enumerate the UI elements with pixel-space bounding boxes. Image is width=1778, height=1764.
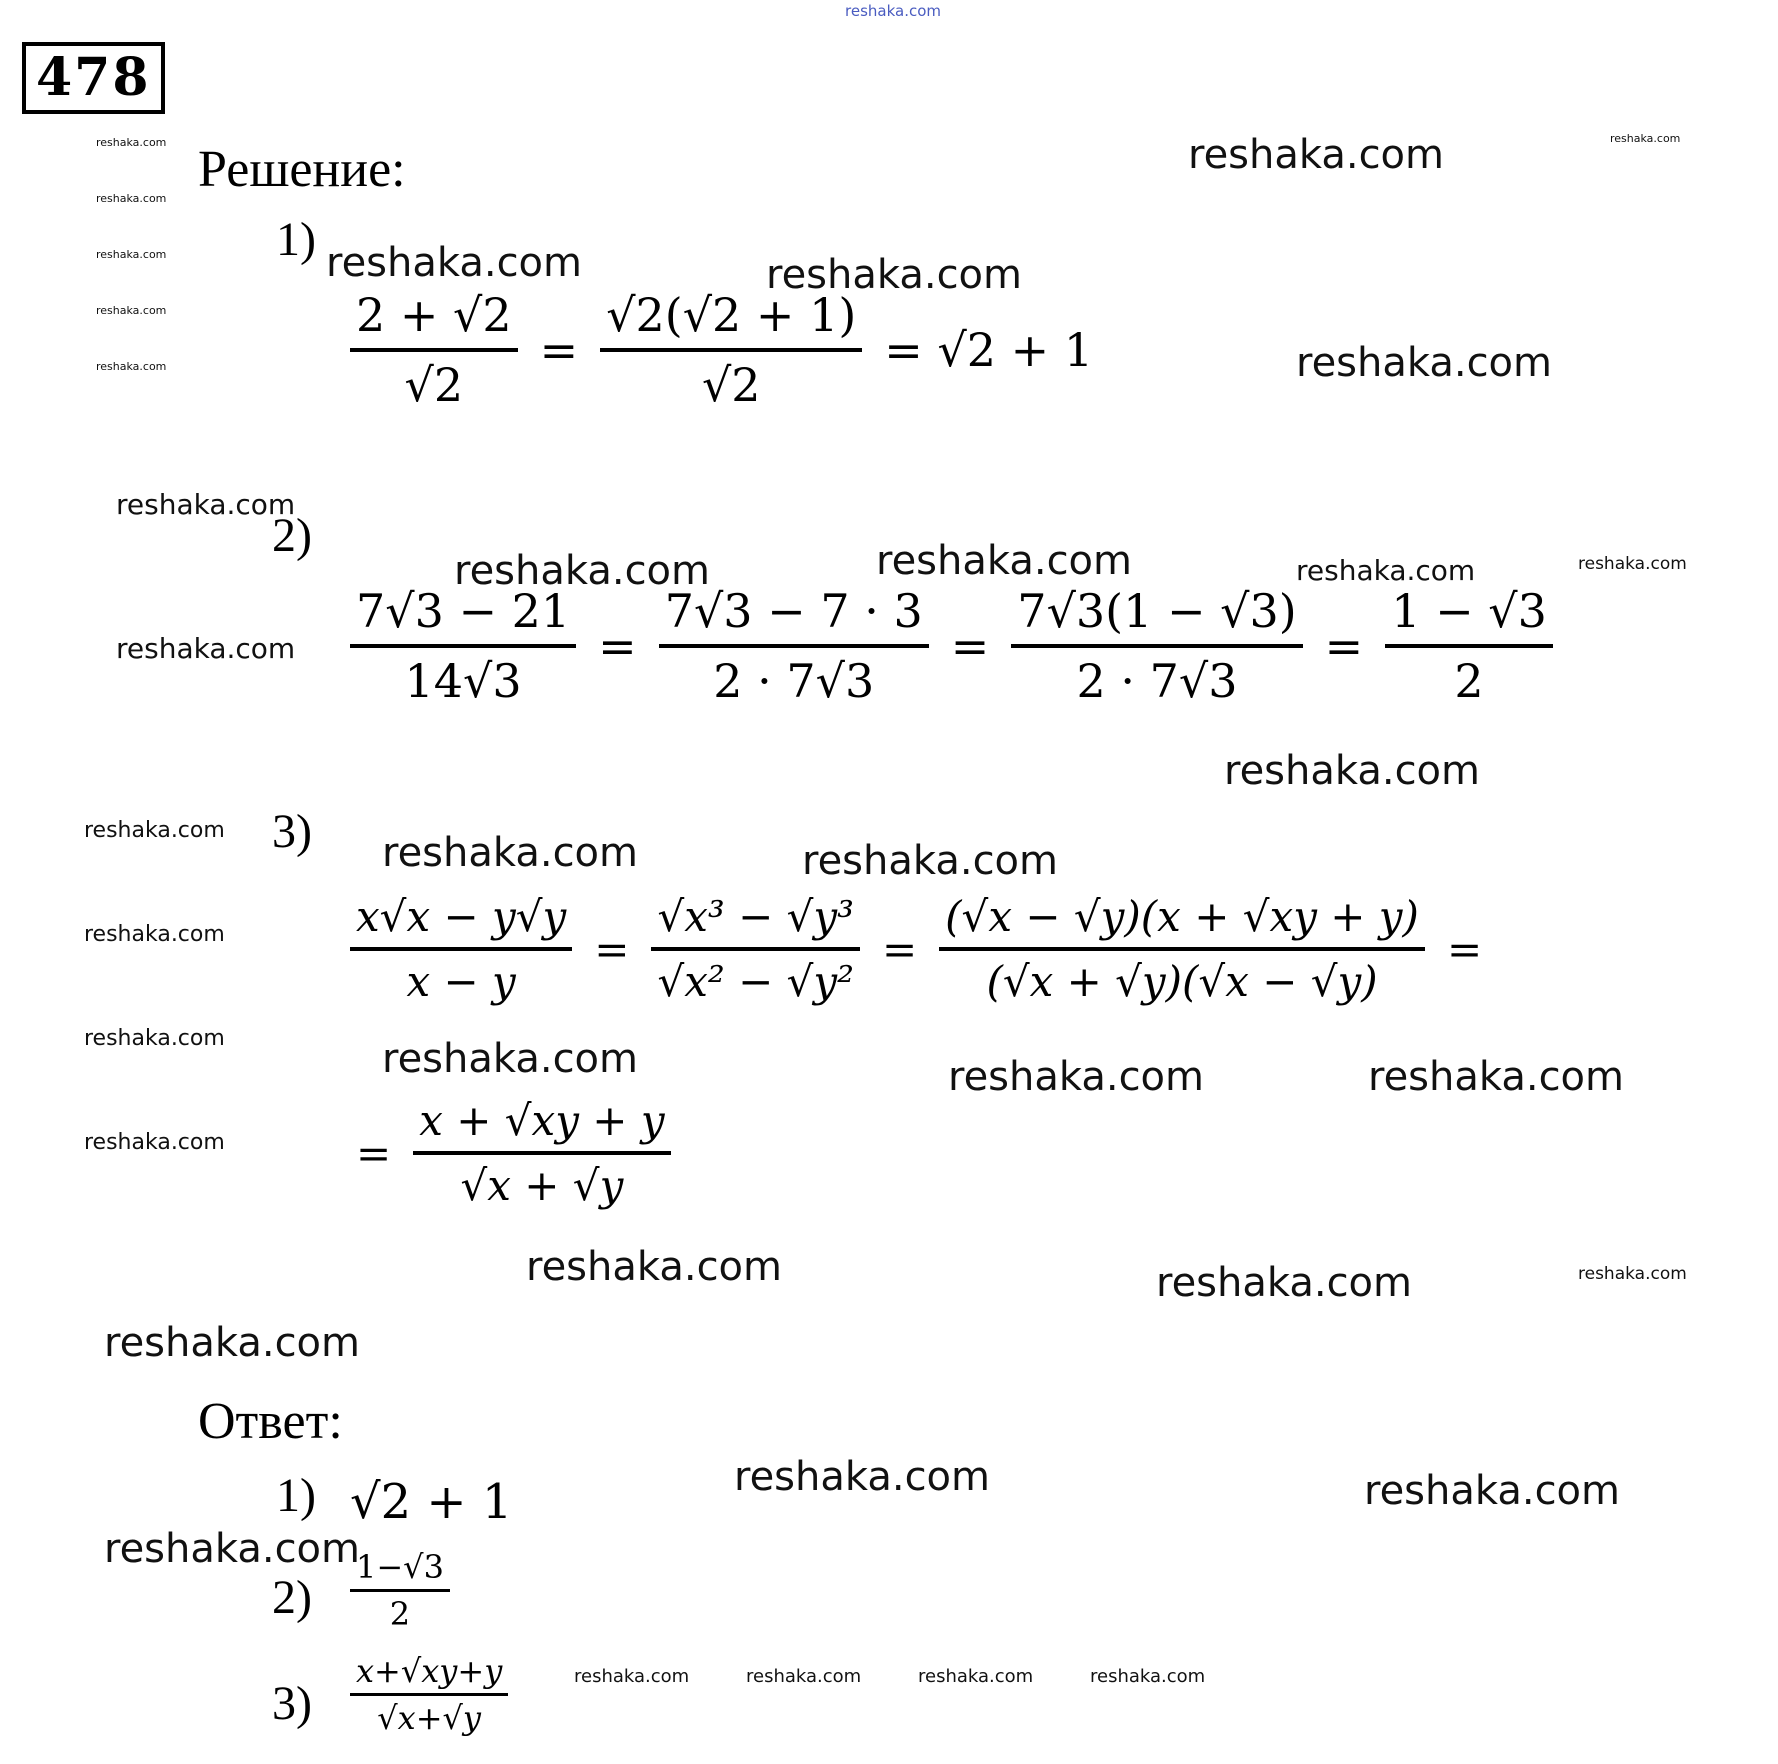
numerator: √x³ − √y³ [657,892,854,941]
fraction [350,892,572,1006]
watermark: reshaka.com [526,1244,782,1290]
watermark: reshaka.com [96,304,167,317]
fraction-bar [659,644,929,648]
watermark: reshaka.com [746,1666,862,1687]
fraction [1011,584,1302,708]
watermark: reshaka.com [96,192,167,205]
numerator: 2 + √2 [356,288,512,342]
watermark: reshaka.com [104,1526,360,1572]
equals-sign: = [356,1128,392,1178]
numerator: x + √xy + y [419,1096,665,1145]
watermark: reshaka.com [116,488,296,521]
denominator: 2 [1454,654,1484,708]
answer-2-label: 2) [272,1571,312,1624]
part-2-label: 2) [272,509,312,562]
watermark: reshaka.com [876,538,1132,584]
watermark: reshaka.com [84,1026,225,1051]
fraction [413,1096,670,1210]
denominator: 2 · 7√3 [1076,654,1238,708]
fraction [350,584,576,708]
problem-number: 478 [22,42,165,114]
part-3-equation-continued [344,1096,681,1210]
watermark: reshaka.com [802,838,1058,884]
fraction-bar [350,1589,450,1592]
watermark: reshaka.com [574,1666,690,1687]
numerator: √2(√2 + 1) [606,288,857,342]
equals-sign: = [539,323,579,377]
watermark: reshaka.com [84,922,225,947]
watermark: reshaka.com [116,632,296,665]
numerator: 1−√3 [356,1548,444,1586]
answer-3 [340,1652,518,1737]
part-3-equation [340,892,1494,1006]
fraction-bar [600,348,862,352]
watermark: reshaka.com [1156,1260,1412,1306]
result: = √2 + 1 [884,323,1094,377]
watermark: reshaka.com [1296,554,1476,587]
watermark: reshaka.com [382,830,638,876]
watermark: reshaka.com [1188,132,1444,178]
fraction [350,1548,450,1633]
watermark: reshaka.com [948,1054,1204,1100]
fraction [350,1652,508,1737]
answer-2 [340,1548,460,1633]
denominator: x − y [406,957,516,1006]
part-3-label: 3) [272,805,312,858]
denominator: √2 [404,358,464,412]
denominator: (√x + √y)(√x − √y) [986,957,1378,1006]
solution-heading: Решение: [198,141,406,198]
denominator: 14√3 [404,654,522,708]
watermark: reshaka.com [766,252,1022,298]
answer-3-label: 3) [272,1677,312,1730]
fraction-bar [651,947,860,951]
fraction-bar [350,1693,508,1696]
watermark: reshaka.com [734,1454,990,1500]
numerator: x√x − y√y [356,892,567,941]
fraction-bar [1011,644,1302,648]
equals-sign: = [1446,924,1483,974]
watermark: reshaka.com [104,1320,360,1366]
fraction-bar [350,348,518,352]
equals-sign: = [598,619,637,673]
answer-1: √2 + 1 [350,1474,513,1530]
denominator: 2 [389,1595,411,1633]
equals-sign: = [881,924,918,974]
watermark: reshaka.com [1578,554,1687,574]
fraction [600,288,862,412]
watermark: reshaka.com [1610,132,1681,145]
watermark: reshaka.com [96,136,167,149]
numerator: 7√3 − 7 · 3 [664,584,923,638]
answer-1-label: 1) [276,1469,316,1522]
watermark: reshaka.com [96,360,167,373]
watermark: reshaka.com [84,818,225,843]
watermark: reshaka.com [1090,1666,1206,1687]
part-1-equation [340,288,1105,412]
fraction [1385,584,1553,708]
denominator: √x+√y [377,1699,481,1737]
fraction [659,584,929,708]
part-2-equation [340,584,1563,708]
fraction [939,892,1425,1006]
watermark: reshaka.com [1578,1264,1687,1284]
fraction-bar [350,644,576,648]
part-1-label: 1) [276,213,316,266]
fraction-bar [939,947,1425,951]
watermark: reshaka.com [84,1130,225,1155]
denominator: √x + √y [460,1161,624,1210]
watermark: reshaka.com [326,240,582,286]
numerator: x+√xy+y [356,1652,503,1690]
watermark: reshaka.com [1224,748,1480,794]
watermark: reshaka.com [918,1666,1034,1687]
watermark-top: reshaka.com [845,2,941,20]
watermark: reshaka.com [1364,1468,1620,1514]
denominator: √x² − √y² [657,957,854,1006]
denominator: √2 [701,358,761,412]
fraction-bar [350,947,572,951]
watermark: reshaka.com [1296,340,1552,386]
watermark: reshaka.com [1368,1054,1624,1100]
equals-sign: = [950,619,990,673]
numerator: 1 − √3 [1391,584,1547,638]
denominator: 2 · 7√3 [713,654,875,708]
fraction [651,892,860,1006]
watermark: reshaka.com [382,1036,638,1082]
fraction [350,288,518,412]
equals-sign: = [1324,619,1364,673]
numerator: 7√3 − 21 [356,584,571,638]
numerator: (√x − √y)(x + √xy + y) [945,892,1419,941]
fraction-bar [1385,644,1553,648]
equals-sign: = [594,924,630,974]
numerator: 7√3(1 − √3) [1017,584,1297,638]
watermark: reshaka.com [454,548,710,594]
fraction-bar [413,1151,670,1155]
watermark: reshaka.com [96,248,167,261]
answer-heading: Ответ: [198,1393,343,1450]
